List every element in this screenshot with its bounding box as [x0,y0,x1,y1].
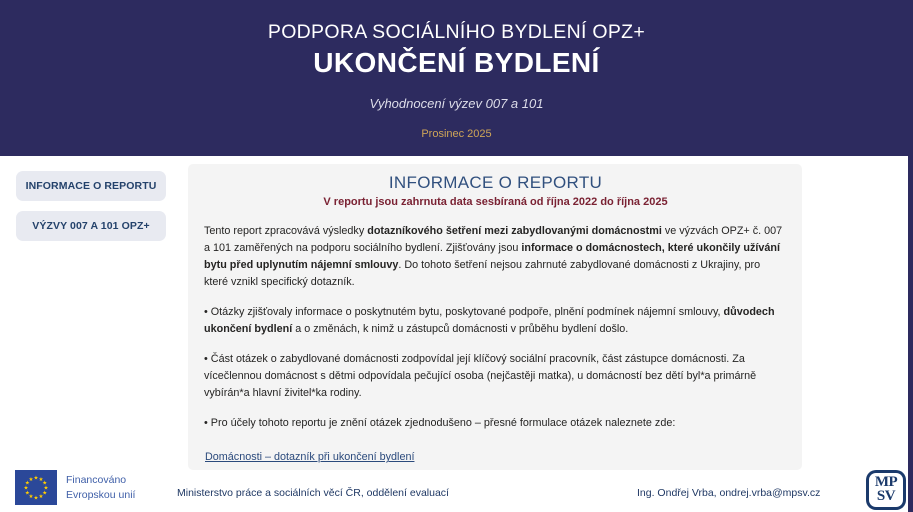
report-description [204,223,787,432]
svg-text:★: ★ [23,485,29,492]
svg-text:★: ★ [28,494,34,501]
ministry-credit: Ministerstvo práce a sociálních věcí ČR, oddělení evaluací [177,487,449,499]
author-contact: Ing. Ondřej Vrba, ondrej.vrba@mpsv.cz [637,487,821,499]
svg-text:★: ★ [38,494,44,501]
report-header [0,0,913,156]
report-date: Prosinec 2025 [421,128,492,140]
page-title: INFORMACE O REPORTU [388,173,603,192]
svg-text:★: ★ [28,476,34,483]
paragraph: • Otázky zjišťovaly informace o poskytnutém bytu, poskytované podpoře, plnění podmínek nájemní smlouvy, důvodech ukončení bydlení a o změnách, k nimž u zástupců domácnosti v průběhu bydlení došlo. [204,306,775,336]
svg-text:★: ★ [42,480,48,487]
report-title-line1: PODPORA SOCIÁLNÍHO BYDLENÍ OPZ+ [267,21,646,43]
sidebar-nav [16,171,166,251]
eu-funding-logo [15,470,135,505]
svg-text:★: ★ [33,495,39,502]
svg-text:★: ★ [24,480,30,487]
content-panel [188,164,802,470]
svg-text:★: ★ [43,485,49,492]
mpsv-logo-line2: SV [876,488,896,504]
mpsv-logo [866,470,906,510]
questionnaire-link[interactable]: Domácnosti – dotazník při ukončení bydlení [205,451,415,464]
svg-text:★: ★ [38,476,44,483]
paragraph: • Část otázek o zabydlované domácnosti zodpovídal její klíčový sociální pracovník, část zástupce domácnosti. Za vícečlennou domácnost s dětmi odpovídala pečující osoba (nejčastěji matka), u domácností bez dětí byl*a primárně vybírán*a hlavní živitel*ka rodiny. [204,353,757,400]
svg-text:★: ★ [33,475,39,482]
mpsv-logo-letters [869,473,903,507]
report-subtitle: Vyhodnocení výzev 007 a 101 [369,96,544,111]
svg-text:★: ★ [42,490,48,497]
paragraph: Tento report zpracovává výsledky dotazníkového šetření mezi zabydlovanými domácnostmi ve výzvách OPZ+ č. 007 a 101 zaměřených na podporu sociálního bydlení. Zjišťovány jsou informace o domácnostech, které ukončily užívání bytu před uplynutím nájemní smlouvy. Do tohoto šetření nejsou zahrnuté zabydlované domácnosti z Ukrajiny, pro které vznikl specifický dotazník. [204,225,783,289]
sidebar-item-vyzvy-007-a-101[interactable]: VÝZVY 007 A 101 OPZ+ [16,211,166,241]
footer [0,470,908,512]
mpsv-logo-line1: MP [874,474,898,491]
eu-funding-label-line1: Financováno [66,474,127,487]
eu-funding-label-line2: Evropskou unií [66,488,136,501]
report-title-line2: UKONČENÍ BYDLENÍ [313,47,600,78]
right-edge-strip [908,0,913,512]
data-range-note: V reportu jsou zahrnuta data sesbíraná od října 2022 do října 2025 [323,196,668,208]
paragraph: • Pro účely tohoto reportu je znění otázek zjednodušeno – přesné formulace otázek naleznete zde: [204,417,676,430]
eu-funding-label [66,473,135,501]
sidebar-item-informace-o-reportu[interactable]: INFORMACE O REPORTU [16,171,166,201]
svg-text:★: ★ [24,490,30,497]
eu-flag-icon [15,470,57,505]
